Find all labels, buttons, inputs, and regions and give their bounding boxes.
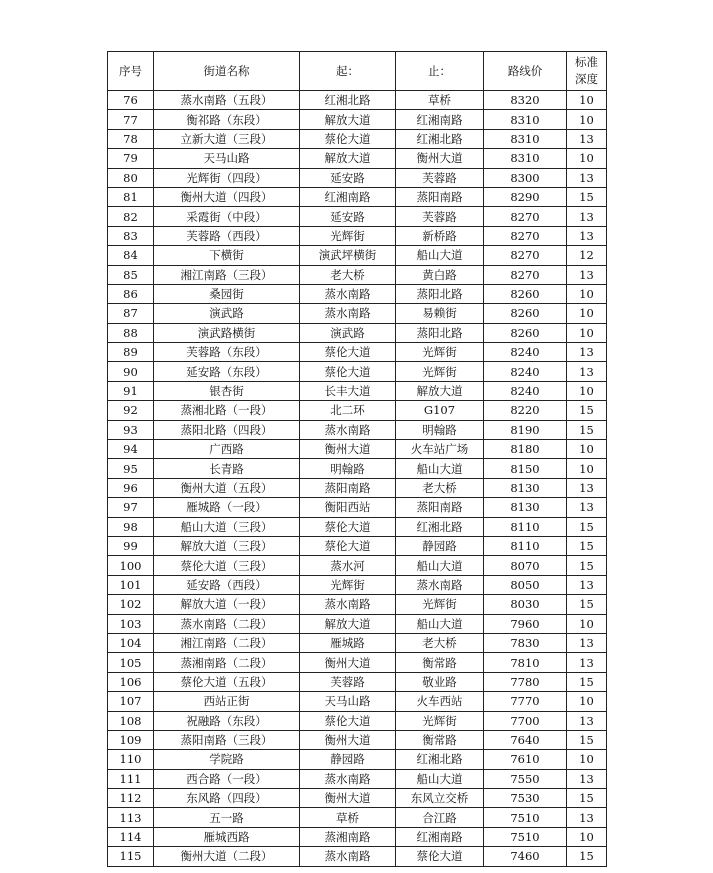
cell-standard-depth: 12	[567, 246, 607, 265]
table-row	[108, 129, 607, 148]
cell-route-price: 8150	[484, 459, 567, 478]
cell-route-price: 8110	[484, 517, 567, 536]
cell-to: 红湘南路	[396, 110, 484, 129]
cell-standard-depth: 15	[567, 517, 607, 536]
cell-from: 北二环	[300, 401, 396, 420]
cell-street-name: 演武路横街	[154, 323, 300, 342]
cell-from: 蒸水南路	[300, 847, 396, 866]
cell-route-price: 8240	[484, 362, 567, 381]
cell-route-price: 8270	[484, 246, 567, 265]
table-row	[108, 653, 607, 672]
cell-to: 衡常路	[396, 653, 484, 672]
cell-index: 113	[108, 808, 154, 827]
cell-index: 89	[108, 343, 154, 362]
cell-from: 蒸水南路	[300, 304, 396, 323]
header-index: 序号	[108, 52, 154, 91]
cell-from: 蒸水南路	[300, 595, 396, 614]
street-price-table	[107, 51, 607, 867]
cell-route-price: 8130	[484, 498, 567, 517]
table-row	[108, 110, 607, 129]
cell-standard-depth: 10	[567, 284, 607, 303]
cell-index: 106	[108, 672, 154, 691]
header-row	[108, 52, 607, 91]
cell-from: 静园路	[300, 750, 396, 769]
cell-standard-depth: 13	[567, 129, 607, 148]
cell-from: 蔡伦大道	[300, 362, 396, 381]
cell-index: 88	[108, 323, 154, 342]
cell-route-price: 8240	[484, 343, 567, 362]
cell-street-name: 银杏街	[154, 381, 300, 400]
cell-index: 96	[108, 478, 154, 497]
table-row	[108, 575, 607, 594]
table-row	[108, 847, 607, 866]
table-row	[108, 207, 607, 226]
cell-standard-depth: 15	[567, 730, 607, 749]
cell-street-name: 蒸水南路（五段）	[154, 91, 300, 110]
cell-index: 92	[108, 401, 154, 420]
cell-street-name: 天马山路	[154, 149, 300, 168]
cell-to: 蒸阳南路	[396, 498, 484, 517]
table-row	[108, 420, 607, 439]
cell-standard-depth: 13	[567, 711, 607, 730]
cell-index: 91	[108, 381, 154, 400]
cell-street-name: 衡祁路（东段）	[154, 110, 300, 129]
cell-from: 蔡伦大道	[300, 517, 396, 536]
cell-from: 光辉街	[300, 226, 396, 245]
cell-standard-depth: 10	[567, 440, 607, 459]
cell-street-name: 长青路	[154, 459, 300, 478]
table-row	[108, 459, 607, 478]
cell-route-price: 7960	[484, 614, 567, 633]
table-row	[108, 692, 607, 711]
table-row	[108, 246, 607, 265]
cell-from: 蒸水河	[300, 556, 396, 575]
cell-to: 衡州大道	[396, 149, 484, 168]
cell-street-name: 解放大道（一段）	[154, 595, 300, 614]
cell-route-price: 7510	[484, 827, 567, 846]
cell-standard-depth: 10	[567, 381, 607, 400]
cell-route-price: 7770	[484, 692, 567, 711]
table-row	[108, 769, 607, 788]
cell-standard-depth: 10	[567, 304, 607, 323]
cell-standard-depth: 13	[567, 633, 607, 652]
cell-index: 86	[108, 284, 154, 303]
cell-standard-depth: 15	[567, 789, 607, 808]
cell-index: 99	[108, 536, 154, 555]
cell-street-name: 东风路（四段）	[154, 789, 300, 808]
cell-standard-depth: 10	[567, 827, 607, 846]
cell-from: 解放大道	[300, 110, 396, 129]
cell-standard-depth: 10	[567, 149, 607, 168]
cell-to: 新桥路	[396, 226, 484, 245]
cell-route-price: 8110	[484, 536, 567, 555]
cell-route-price: 8270	[484, 207, 567, 226]
cell-from: 长丰大道	[300, 381, 396, 400]
cell-to: 老大桥	[396, 478, 484, 497]
cell-from: 老大桥	[300, 265, 396, 284]
cell-route-price: 7460	[484, 847, 567, 866]
table-row	[108, 304, 607, 323]
cell-index: 85	[108, 265, 154, 284]
cell-from: 演武坪横街	[300, 246, 396, 265]
cell-street-name: 采霞街（中段）	[154, 207, 300, 226]
cell-index: 95	[108, 459, 154, 478]
cell-index: 110	[108, 750, 154, 769]
cell-route-price: 8270	[484, 226, 567, 245]
cell-standard-depth: 15	[567, 847, 607, 866]
cell-street-name: 广西路	[154, 440, 300, 459]
cell-street-name: 蔡伦大道（五段）	[154, 672, 300, 691]
header-from: 起：	[300, 52, 396, 91]
cell-from: 延安路	[300, 207, 396, 226]
cell-route-price: 8290	[484, 187, 567, 206]
cell-index: 82	[108, 207, 154, 226]
cell-index: 105	[108, 653, 154, 672]
header-depth-line1: 标准	[575, 55, 598, 69]
cell-street-name: 五一路	[154, 808, 300, 827]
cell-to: 敬业路	[396, 672, 484, 691]
cell-index: 78	[108, 129, 154, 148]
cell-from: 蒸水南路	[300, 284, 396, 303]
cell-from: 蒸湘南路	[300, 827, 396, 846]
cell-from: 蔡伦大道	[300, 343, 396, 362]
cell-standard-depth: 15	[567, 401, 607, 420]
cell-standard-depth: 15	[567, 420, 607, 439]
cell-standard-depth: 15	[567, 187, 607, 206]
cell-street-name: 祝融路（东段）	[154, 711, 300, 730]
cell-standard-depth: 15	[567, 595, 607, 614]
cell-street-name: 延安路（西段）	[154, 575, 300, 594]
cell-standard-depth: 10	[567, 692, 607, 711]
cell-to: 船山大道	[396, 769, 484, 788]
cell-to: 芙蓉路	[396, 168, 484, 187]
cell-standard-depth: 13	[567, 498, 607, 517]
cell-from: 衡州大道	[300, 789, 396, 808]
cell-route-price: 8070	[484, 556, 567, 575]
table-row	[108, 789, 607, 808]
cell-to: 草桥	[396, 91, 484, 110]
cell-street-name: 蒸阳北路（四段）	[154, 420, 300, 439]
table-row	[108, 672, 607, 691]
cell-street-name: 立新大道（三段）	[154, 129, 300, 148]
cell-to: 光辉街	[396, 711, 484, 730]
cell-to: 船山大道	[396, 614, 484, 633]
cell-to: 明翰路	[396, 420, 484, 439]
cell-from: 衡州大道	[300, 730, 396, 749]
cell-index: 108	[108, 711, 154, 730]
cell-standard-depth: 13	[567, 343, 607, 362]
cell-standard-depth: 10	[567, 110, 607, 129]
header-to: 止：	[396, 52, 484, 91]
cell-street-name: 下横街	[154, 246, 300, 265]
cell-route-price: 7780	[484, 672, 567, 691]
cell-route-price: 7530	[484, 789, 567, 808]
cell-standard-depth: 15	[567, 536, 607, 555]
cell-route-price: 8270	[484, 265, 567, 284]
cell-index: 104	[108, 633, 154, 652]
cell-standard-depth: 13	[567, 808, 607, 827]
table-row	[108, 556, 607, 575]
cell-index: 83	[108, 226, 154, 245]
cell-street-name: 衡州大道（五段）	[154, 478, 300, 497]
table-body	[108, 91, 607, 867]
cell-route-price: 7810	[484, 653, 567, 672]
table-row	[108, 440, 607, 459]
cell-index: 100	[108, 556, 154, 575]
cell-street-name: 光辉街（四段）	[154, 168, 300, 187]
table-row	[108, 730, 607, 749]
cell-standard-depth: 10	[567, 91, 607, 110]
cell-standard-depth: 13	[567, 362, 607, 381]
cell-route-price: 8130	[484, 478, 567, 497]
header-depth-line2: 深度	[575, 72, 598, 86]
cell-street-name: 蒸湘南路（二段）	[154, 653, 300, 672]
cell-standard-depth: 10	[567, 750, 607, 769]
cell-route-price: 8030	[484, 595, 567, 614]
table-row	[108, 478, 607, 497]
cell-to: 衡常路	[396, 730, 484, 749]
cell-from: 明翰路	[300, 459, 396, 478]
table-row	[108, 517, 607, 536]
table-row	[108, 536, 607, 555]
cell-standard-depth: 13	[567, 168, 607, 187]
cell-route-price: 7510	[484, 808, 567, 827]
cell-index: 79	[108, 149, 154, 168]
cell-standard-depth: 13	[567, 478, 607, 497]
cell-to: 静园路	[396, 536, 484, 555]
cell-standard-depth: 13	[567, 265, 607, 284]
cell-from: 红湘北路	[300, 91, 396, 110]
cell-index: 103	[108, 614, 154, 633]
cell-route-price: 7830	[484, 633, 567, 652]
cell-from: 衡阳西站	[300, 498, 396, 517]
cell-index: 80	[108, 168, 154, 187]
cell-route-price: 8300	[484, 168, 567, 187]
cell-to: 东风立交桥	[396, 789, 484, 808]
cell-index: 115	[108, 847, 154, 866]
cell-route-price: 8260	[484, 284, 567, 303]
cell-street-name: 船山大道（三段）	[154, 517, 300, 536]
cell-route-price: 8320	[484, 91, 567, 110]
cell-to: 解放大道	[396, 381, 484, 400]
cell-from: 蔡伦大道	[300, 711, 396, 730]
cell-standard-depth: 13	[567, 226, 607, 245]
cell-index: 93	[108, 420, 154, 439]
cell-standard-depth: 10	[567, 323, 607, 342]
cell-street-name: 蒸阳南路（三段）	[154, 730, 300, 749]
cell-index: 81	[108, 187, 154, 206]
cell-to: 老大桥	[396, 633, 484, 652]
cell-from: 光辉街	[300, 575, 396, 594]
cell-route-price: 8220	[484, 401, 567, 420]
cell-from: 演武路	[300, 323, 396, 342]
cell-from: 蔡伦大道	[300, 129, 396, 148]
table-row	[108, 343, 607, 362]
cell-to: 火车西站	[396, 692, 484, 711]
cell-from: 雁城路	[300, 633, 396, 652]
cell-index: 84	[108, 246, 154, 265]
cell-to: 合江路	[396, 808, 484, 827]
table-row	[108, 265, 607, 284]
cell-to: 红湘北路	[396, 129, 484, 148]
header-standard-depth	[567, 52, 607, 91]
cell-from: 红湘南路	[300, 187, 396, 206]
cell-standard-depth: 13	[567, 207, 607, 226]
table-row	[108, 401, 607, 420]
cell-street-name: 湘江南路（二段）	[154, 633, 300, 652]
cell-to: 光辉街	[396, 362, 484, 381]
cell-standard-depth: 15	[567, 672, 607, 691]
cell-street-name: 桑园街	[154, 284, 300, 303]
cell-to: 易赖街	[396, 304, 484, 323]
cell-to: 红湘南路	[396, 827, 484, 846]
table-row	[108, 750, 607, 769]
cell-to: 芙蓉路	[396, 207, 484, 226]
table-row	[108, 284, 607, 303]
cell-from: 解放大道	[300, 149, 396, 168]
cell-index: 94	[108, 440, 154, 459]
cell-to: 船山大道	[396, 246, 484, 265]
cell-index: 76	[108, 91, 154, 110]
cell-to: 蒸水南路	[396, 575, 484, 594]
cell-route-price: 8310	[484, 149, 567, 168]
cell-route-price: 8050	[484, 575, 567, 594]
cell-street-name: 学院路	[154, 750, 300, 769]
cell-street-name: 衡州大道（二段）	[154, 847, 300, 866]
cell-street-name: 雁城西路	[154, 827, 300, 846]
cell-from: 衡州大道	[300, 653, 396, 672]
cell-street-name: 蒸湘北路（一段）	[154, 401, 300, 420]
cell-to: 火车站广场	[396, 440, 484, 459]
cell-street-name: 芙蓉路（西段）	[154, 226, 300, 245]
cell-from: 蔡伦大道	[300, 536, 396, 555]
cell-index: 102	[108, 595, 154, 614]
cell-route-price: 7700	[484, 711, 567, 730]
table-row	[108, 595, 607, 614]
table-row	[108, 362, 607, 381]
cell-to: 蒸阳北路	[396, 284, 484, 303]
cell-from: 衡州大道	[300, 440, 396, 459]
cell-street-name: 延安路（东段）	[154, 362, 300, 381]
table-row	[108, 323, 607, 342]
cell-from: 芙蓉路	[300, 672, 396, 691]
cell-street-name: 蔡伦大道（三段）	[154, 556, 300, 575]
cell-to: 红湘北路	[396, 750, 484, 769]
cell-standard-depth: 10	[567, 614, 607, 633]
cell-from: 天马山路	[300, 692, 396, 711]
cell-to: 红湘北路	[396, 517, 484, 536]
cell-to: 蔡伦大道	[396, 847, 484, 866]
cell-street-name: 芙蓉路（东段）	[154, 343, 300, 362]
table-row	[108, 498, 607, 517]
cell-to: G107	[396, 401, 484, 420]
cell-street-name: 雁城路（一段）	[154, 498, 300, 517]
cell-street-name: 解放大道（三段）	[154, 536, 300, 555]
cell-from: 蒸水南路	[300, 769, 396, 788]
cell-route-price: 8310	[484, 110, 567, 129]
cell-standard-depth: 13	[567, 575, 607, 594]
cell-street-name: 湘江南路（三段）	[154, 265, 300, 284]
cell-index: 101	[108, 575, 154, 594]
cell-index: 109	[108, 730, 154, 749]
table-row	[108, 808, 607, 827]
table-row	[108, 711, 607, 730]
cell-route-price: 8240	[484, 381, 567, 400]
cell-standard-depth: 10	[567, 459, 607, 478]
table-row	[108, 614, 607, 633]
table-row	[108, 149, 607, 168]
cell-street-name: 西站正街	[154, 692, 300, 711]
cell-index: 87	[108, 304, 154, 323]
cell-index: 107	[108, 692, 154, 711]
cell-index: 98	[108, 517, 154, 536]
cell-from: 延安路	[300, 168, 396, 187]
cell-street-name: 蒸水南路（二段）	[154, 614, 300, 633]
cell-route-price: 7640	[484, 730, 567, 749]
cell-route-price: 7550	[484, 769, 567, 788]
table-row	[108, 168, 607, 187]
cell-from: 草桥	[300, 808, 396, 827]
cell-to: 蒸阳北路	[396, 323, 484, 342]
cell-index: 90	[108, 362, 154, 381]
cell-street-name: 西合路（一段）	[154, 769, 300, 788]
cell-route-price: 8260	[484, 304, 567, 323]
table-row	[108, 91, 607, 110]
cell-route-price: 7610	[484, 750, 567, 769]
cell-route-price: 8310	[484, 129, 567, 148]
cell-index: 112	[108, 789, 154, 808]
cell-standard-depth: 13	[567, 653, 607, 672]
cell-index: 77	[108, 110, 154, 129]
cell-from: 蒸阳南路	[300, 478, 396, 497]
table-row	[108, 633, 607, 652]
cell-from: 解放大道	[300, 614, 396, 633]
table-row	[108, 827, 607, 846]
cell-index: 97	[108, 498, 154, 517]
cell-street-name: 衡州大道（四段）	[154, 187, 300, 206]
header-street-name: 街道名称	[154, 52, 300, 91]
cell-street-name: 演武路	[154, 304, 300, 323]
table-header	[108, 52, 607, 91]
cell-from: 蒸水南路	[300, 420, 396, 439]
cell-to: 船山大道	[396, 556, 484, 575]
cell-index: 114	[108, 827, 154, 846]
cell-standard-depth: 15	[567, 556, 607, 575]
cell-route-price: 8190	[484, 420, 567, 439]
cell-to: 光辉街	[396, 595, 484, 614]
cell-index: 111	[108, 769, 154, 788]
cell-route-price: 8180	[484, 440, 567, 459]
cell-to: 船山大道	[396, 459, 484, 478]
table-row	[108, 381, 607, 400]
cell-to: 蒸阳南路	[396, 187, 484, 206]
table-row	[108, 187, 607, 206]
cell-route-price: 8260	[484, 323, 567, 342]
table-row	[108, 226, 607, 245]
header-route-price: 路线价	[484, 52, 567, 91]
cell-to: 光辉街	[396, 343, 484, 362]
cell-standard-depth: 13	[567, 769, 607, 788]
cell-to: 黄白路	[396, 265, 484, 284]
